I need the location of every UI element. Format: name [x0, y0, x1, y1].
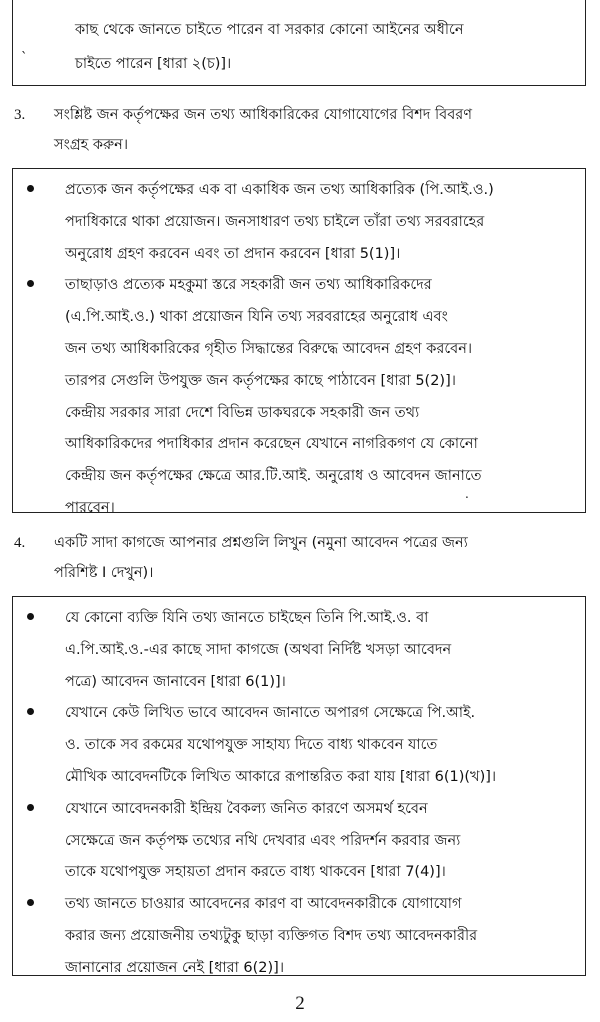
bullet-line: কেন্দ্রীয় সরকার সারা দেশে বিভিন্ন ডাকঘরকে সহকারী জন তথ্য: [65, 404, 420, 421]
continuation-line-2: চাইতে পারেন [ধারা ২(চ)]।: [75, 56, 232, 72]
bullet-icon: [27, 804, 34, 811]
page-number: 2: [295, 993, 305, 1014]
bullet-line: জন তথ্য আধিকারিকের গৃহীত সিদ্ধান্তের বিরুদ্ধে আবেদন গ্রহণ করবেন।: [65, 340, 473, 357]
continuation-line-1: কাছ থেকে জানতে চাইতে পারেন বা সরকার কোনো আইনের অধীনে: [75, 22, 464, 38]
pio-bullet-list: [13, 175, 585, 525]
application-bullet-list: [13, 603, 585, 985]
bullet-line: (এ.পি.আই.ও.) থাকা প্রয়োজন যিনি তথ্য সরবরাহের অনুরোধ এবং: [65, 309, 448, 326]
section-3-number: 3.: [14, 107, 26, 123]
bullet-icon: [27, 899, 34, 906]
stray-mark: `: [21, 51, 28, 66]
bullet-line: যেখানে কেউ লিখিত ভাবে আবেদন জানাতে অপারগ সেক্ষেত্রে পি.আই.: [65, 705, 476, 722]
list-item: [13, 603, 585, 698]
bullet-line: কেন্দ্রীয় জন কর্তৃপক্ষের ক্ষেত্রে আর.টি.আই. অনুরোধ ও আবেদন জানাতে: [65, 468, 482, 485]
bullet-line: যে কোনো ব্যক্তি যিনি তথ্য জানতে চাইছেন তিনি পি.আই.ও. বা: [65, 610, 429, 626]
bullet-line: সেক্ষেত্রে জন কর্তৃপক্ষ তথ্যের নথি দেখবার এবং পরিদর্শন করবার জন্য: [65, 832, 461, 849]
bullet-icon: [27, 708, 34, 715]
bullet-line: করার জন্য প্রয়োজনীয় তথ্যটুকু ছাড়া ব্যক্তিগত বিশদ তথ্য আবেদনকারীর: [65, 927, 478, 944]
section-3-text: [54, 100, 588, 160]
section-4-number: 4.: [14, 535, 26, 551]
section-4-line-2: পরিশিষ্ট I দেখুন)।: [54, 565, 154, 581]
bullet-line: পারবেন।: [65, 499, 115, 516]
bullet-line: পদাধিকারে থাকা প্রয়োজন। জনসাধারণ তথ্য চাইলে তাঁরা তথ্য সরবরাহের: [65, 213, 485, 230]
section-4-line-1: একটি সাদা কাগজে আপনার প্রশ্নগুলি লিখুন (নমুনা আবেদন পত্রের জন্য: [54, 535, 468, 551]
section-4-heading: [14, 528, 588, 588]
bullet-line: এ.পি.আই.ও.-এর কাছে সাদা কাগজে (অথবা নির্দিষ্ট খসড়া আবেদন: [65, 641, 452, 658]
continuation-box: [12, 0, 586, 86]
bullet-icon: [27, 185, 34, 192]
section-3-line-1: সংশ্লিষ্ট জন কর্তৃপক্ষের জন তথ্য আধিকারিকের যোগাযোগের বিশদ বিবরণ: [54, 107, 473, 123]
bullet-line: মৌখিক আবেদনটিকে লিখিত আকারে রূপান্তরিত করা যায় [ধারা 6(1)(খ)]।: [65, 768, 497, 785]
bullet-icon: [27, 280, 34, 287]
list-item: [13, 698, 585, 793]
section-3-heading: [14, 100, 588, 160]
bullet-icon: [27, 613, 34, 620]
bullet-line: জানানোর প্রয়োজন নেই [ধারা 6(2)]।: [65, 959, 285, 976]
list-item: [13, 889, 585, 984]
bullet-line: প্রত্যেক জন কর্তৃপক্ষের এক বা একাধিক জন তথ্য আধিকারিক (পি.আই.ও.): [65, 182, 494, 198]
bullet-line: তাছাড়াও প্রত্যেক মহকুমা স্তরে সহকারী জন তথ্য আধিকারিকদের: [65, 277, 432, 294]
bullet-line: অনুরোধ গ্রহণ করবেন এবং তা প্রদান করবেন [ধারা 5(1)]।: [65, 245, 401, 262]
application-info-box: [12, 596, 586, 976]
list-item: [13, 794, 585, 889]
list-item: [13, 270, 585, 524]
bullet-line: তারপর সেগুলি উপযুক্ত জন কর্তৃপক্ষের কাছে পাঠাবেন [ধারা 5(2)]।: [65, 372, 456, 389]
bullet-line: ও. তাকে সব রকমের যথোপযুক্ত সাহায্য দিতে বাধ্য থাকবেন যাতে: [65, 737, 438, 754]
bullet-line: পত্রে) আবেদন জানাবেন [ধারা 6(1)]।: [65, 673, 286, 690]
list-item: [13, 175, 585, 270]
bullet-line: তাকে যথোপযুক্ত সহায়তা প্রদান করতে বাধ্য থাকবেন [ধারা 7(4)]।: [65, 864, 446, 881]
pio-info-box: [12, 168, 586, 516]
bullet-line: তথ্য জানতে চাওয়ার আবেদনের কারণ বা আবেদনকারীকে যোগাযোগ: [65, 896, 462, 913]
bullet-line: আধিকারিকদের পদাধিকার প্রদান করেছেন যেখানে নাগরিকগণ যে কোনো: [65, 436, 478, 453]
stray-dot: .: [465, 487, 469, 501]
section-4-text: [54, 528, 588, 588]
section-3-line-2: সংগ্রহ করুন।: [54, 137, 129, 153]
bullet-line: যেখানে আবেদনকারী ইন্দ্রিয় বৈকল্য জনিত কারণে অসমর্থ হবেন: [65, 800, 428, 817]
